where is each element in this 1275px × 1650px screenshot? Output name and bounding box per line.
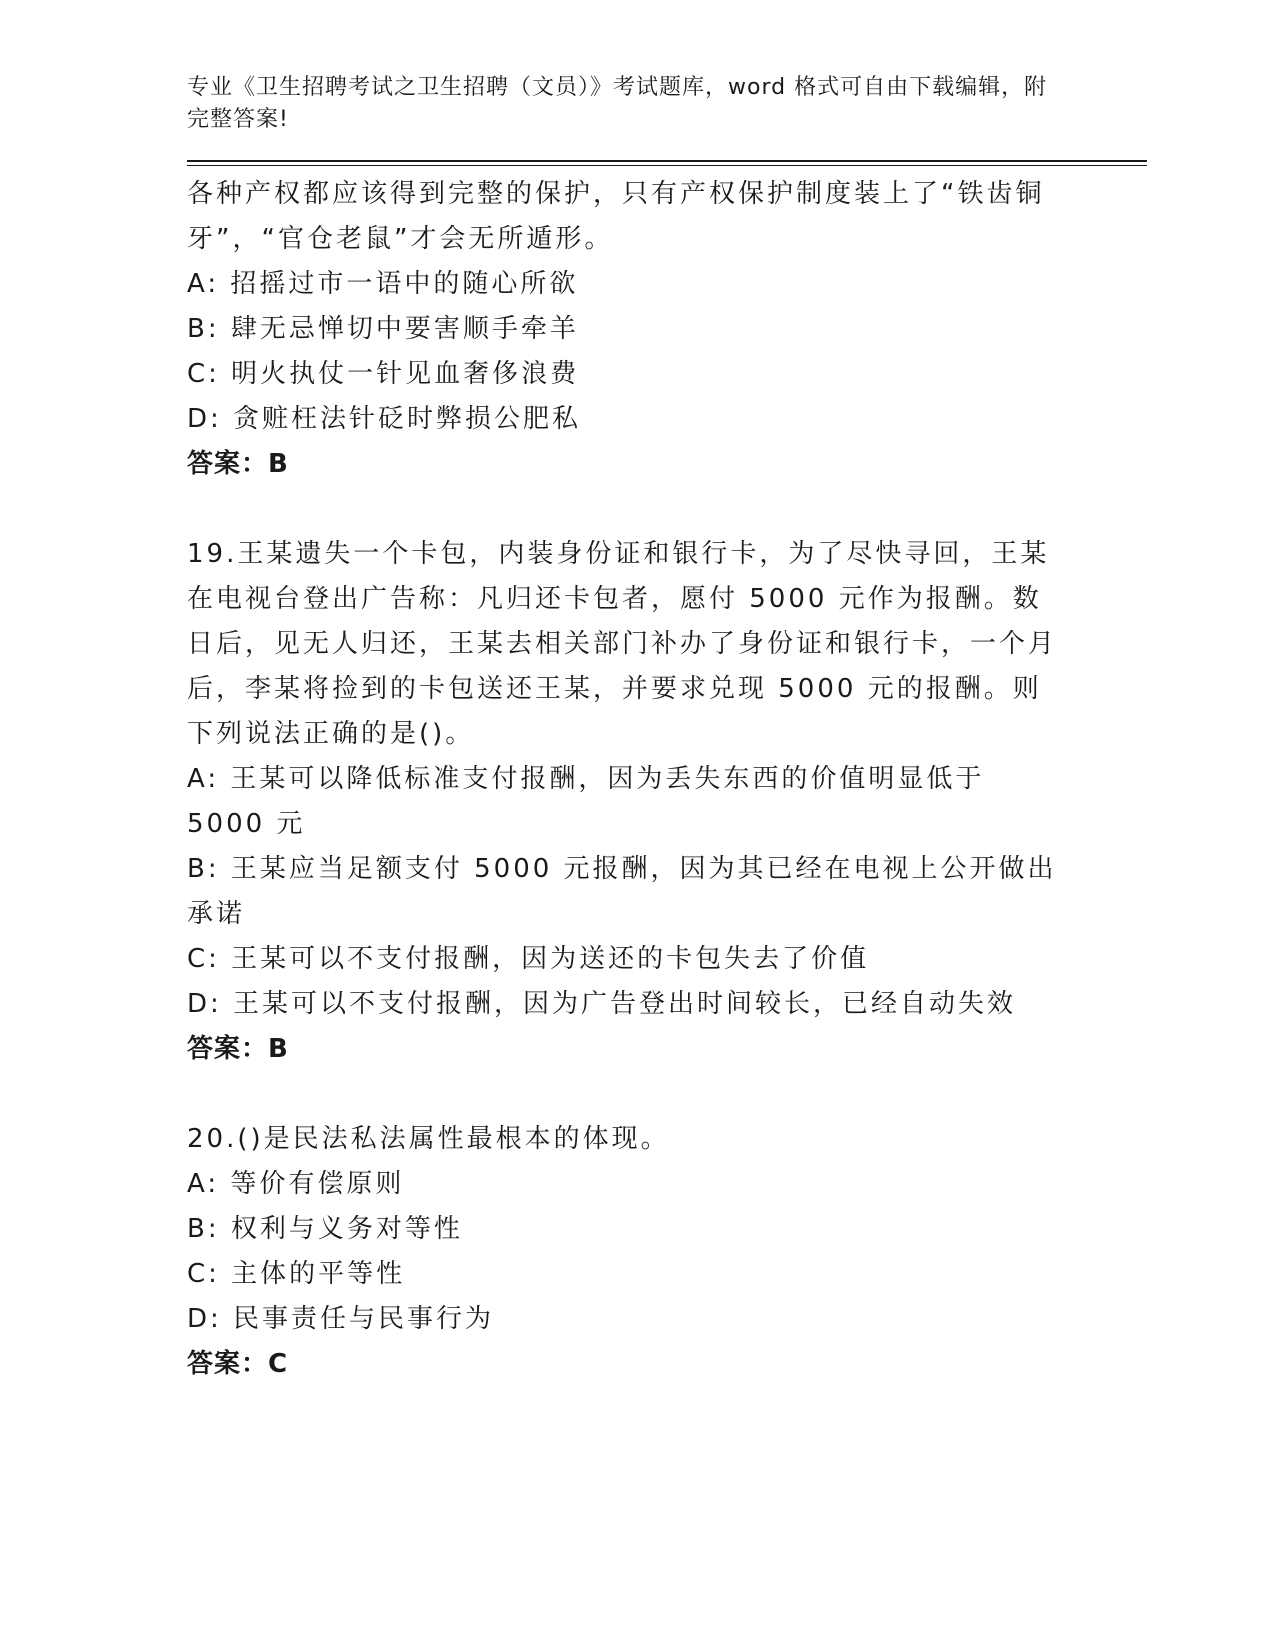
option-b: B: 肆无忌惮切中要害顺手牵羊 (187, 314, 579, 344)
option-d: D: 王某可以不支付报酬，因为广告登出时间较长，已经自动失效 (187, 989, 1017, 1019)
question-item (187, 1117, 1067, 1387)
option-d: D: 民事责任与民事行为 (187, 1304, 495, 1334)
question-item (187, 532, 1067, 1072)
question-item (187, 172, 1067, 487)
answer-line: 答案：C (187, 1349, 289, 1379)
document-page (187, 72, 1147, 1387)
answer-line: 答案：B (187, 449, 289, 479)
answer-line: 答案：B (187, 1034, 289, 1064)
option-d: D: 贪赃枉法针砭时弊损公肥私 (187, 404, 582, 434)
page-header: 专业《卫生招聘考试之卫生招聘（文员）》考试题库，word 格式可自由下载编辑，附完整答案! (187, 75, 1048, 132)
option-c: C: 主体的平等性 (187, 1259, 406, 1289)
option-c: C: 王某可以不支付报酬，因为送还的卡包失去了价值 (187, 944, 870, 974)
question-text: 各种产权都应该得到完整的保护，只有产权保护制度装上了“铁齿铜牙”，“官仓老鼠”才会无所遁形。 (187, 179, 1045, 254)
option-a: A: 招摇过市一语中的随心所欲 (187, 269, 579, 299)
question-text: 19.王某遗失一个卡包，内装身份证和银行卡，为了尽快寻回，王某在电视台登出广告称：凡归还卡包者，愿付 5000 元作为报酬。数日后，见无人归还，王某去相关部门补办了身份证和银行卡，一个月后，李某将捡到的卡包送还王某，并要求兑现 5000 元的报酬。则下列说法正确的是()。 (187, 539, 1058, 749)
option-c: C: 明火执仗一针见血奢侈浪费 (187, 359, 580, 389)
question-text: 20.()是民法私法属性最根本的体现。 (187, 1124, 670, 1154)
option-a: A: 王某可以降低标准支付报酬，因为丢失东西的价值明显低于 5000 元 (187, 764, 985, 839)
option-a: A: 等价有偿原则 (187, 1169, 405, 1199)
question-list (187, 172, 1067, 1387)
option-b: B: 权利与义务对等性 (187, 1214, 463, 1244)
header-divider (187, 160, 1147, 166)
option-b: B: 王某应当足额支付 5000 元报酬，因为其已经在电视上公开做出承诺 (187, 854, 1057, 929)
